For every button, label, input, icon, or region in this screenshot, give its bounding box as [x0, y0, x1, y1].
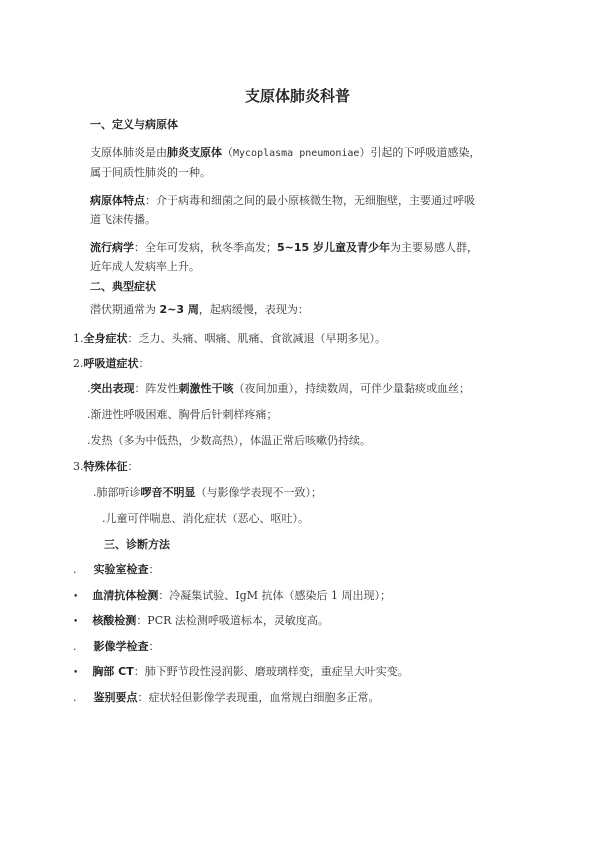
bullet-icon: •: [73, 668, 79, 678]
diag-nucleic: [73, 613, 329, 630]
label-prominent: 突出表现: [90, 382, 135, 395]
text: （夜间加重），持续数周，可伴少量黏痰或血丝；: [233, 382, 470, 395]
diag-ct: [73, 664, 409, 681]
incubation-period: 2~3 周: [159, 303, 199, 316]
label-respiratory: 呼吸道症状: [83, 357, 139, 370]
text: ：: [138, 357, 150, 370]
list-item-respiratory: [73, 356, 150, 372]
sub-item-prominent: [87, 381, 470, 397]
label-serology: 血清抗体检测: [92, 589, 159, 602]
text: 为主要易感人群，: [390, 241, 479, 254]
label-signs: 特殊体征: [83, 460, 128, 473]
text: .肺部听诊: [93, 486, 141, 499]
text: ：冷凝集试验、IgM 抗体（感染后 1 周出现）；: [158, 589, 391, 602]
bullet-icon: •: [73, 617, 79, 627]
paragraph-epidemiology-line1: [90, 240, 478, 256]
label-systemic: 全身症状: [83, 332, 128, 345]
text: ：乏力、头痛、咽痛、肌痛、食欲减退（早期多见）。: [127, 332, 386, 345]
diag-differential: [73, 690, 380, 706]
paragraph-definition-line2: 属于间质性肺炎的一种。: [90, 166, 211, 179]
term-mycoplasma: 肺炎支原体: [167, 146, 222, 159]
text: .: [87, 382, 91, 395]
text: .: [73, 691, 77, 704]
bullet-icon: •: [73, 592, 79, 602]
paragraph-pathogen-line1: [90, 193, 475, 209]
sub-item-auscultation: [93, 485, 322, 501]
diag-lab: [73, 562, 160, 578]
sub-item-dyspnea: .渐进性呼吸困难、胸骨后针刺样疼痛；: [87, 408, 278, 421]
label-lab: 实验室检查: [93, 563, 149, 576]
text: （与影像学表现不一致）；: [195, 486, 322, 499]
text: ：肺下野节段性浸润影、磨玻璃样变，重症呈大叶实变。: [133, 665, 409, 678]
text: ：阵发性: [134, 382, 179, 395]
text: .: [73, 563, 77, 576]
label-epidemiology: 流行病学: [90, 241, 134, 254]
paragraph-definition-line1: [90, 145, 480, 162]
text: ：全年可发病，秋冬季高发；: [134, 241, 277, 254]
list-number: 1.: [73, 332, 84, 345]
section-heading-diagnosis: 三、诊断方法: [104, 538, 170, 551]
paragraph-pathogen-line2: 道飞沫传播。: [90, 213, 156, 226]
text: ，起病缓慢，表现为：: [198, 303, 309, 316]
list-number: 3.: [73, 460, 84, 473]
list-number: 2.: [73, 357, 84, 370]
dry-cough: 刺激性干咳: [178, 382, 234, 395]
text: ：: [148, 563, 160, 576]
rales: 啰音不明显: [140, 486, 196, 499]
label-imaging: 影像学检查: [93, 640, 149, 653]
text: .: [73, 640, 77, 653]
label-differential: 鉴别要点: [93, 691, 138, 704]
section-heading-definition: 一、定义与病原体: [90, 118, 178, 131]
label-pathogen: 病原体特点: [90, 194, 145, 207]
section-heading-symptoms: 二、典型症状: [90, 280, 156, 293]
text: （: [222, 146, 233, 159]
diag-imaging: [73, 639, 160, 655]
paragraph-epidemiology-line2: 近年成人发病率上升。: [90, 260, 200, 273]
list-item-signs: [73, 459, 139, 475]
page-title: 支原体肺炎科普: [244, 87, 350, 105]
text: ：介于病毒和细菌之间的最小原核微生物，无细胞壁，主要通过呼吸: [145, 194, 475, 207]
text: ：: [127, 460, 139, 473]
latin-name: Mycoplasma pneumoniae: [233, 148, 360, 159]
diag-serology: [73, 588, 391, 605]
label-ct: 胸部 CT: [92, 665, 134, 678]
text: 支原体肺炎是由: [90, 146, 167, 159]
text: 潜伏期通常为: [90, 303, 160, 316]
text: ：PCR 法检测呼吸道标本，灵敏度高。: [136, 614, 329, 627]
list-item-systemic: [73, 331, 386, 347]
symptoms-intro: [90, 302, 309, 318]
text: ：症状轻但影像学表现重，血常规白细胞多正常。: [137, 691, 380, 704]
sub-item-fever: .发热（多为中低热，少数高热），体温正常后咳嗽仍持续。: [87, 434, 371, 447]
label-nucleic: 核酸检测: [92, 614, 137, 627]
text: ：: [148, 640, 160, 653]
sub-item-children: .儿童可伴喘息、消化症状（恶心、呕吐）。: [102, 512, 309, 525]
age-group: 5~15 岁儿童及青少年: [277, 241, 391, 254]
text: ）引起的下呼吸道感染，: [359, 146, 481, 159]
